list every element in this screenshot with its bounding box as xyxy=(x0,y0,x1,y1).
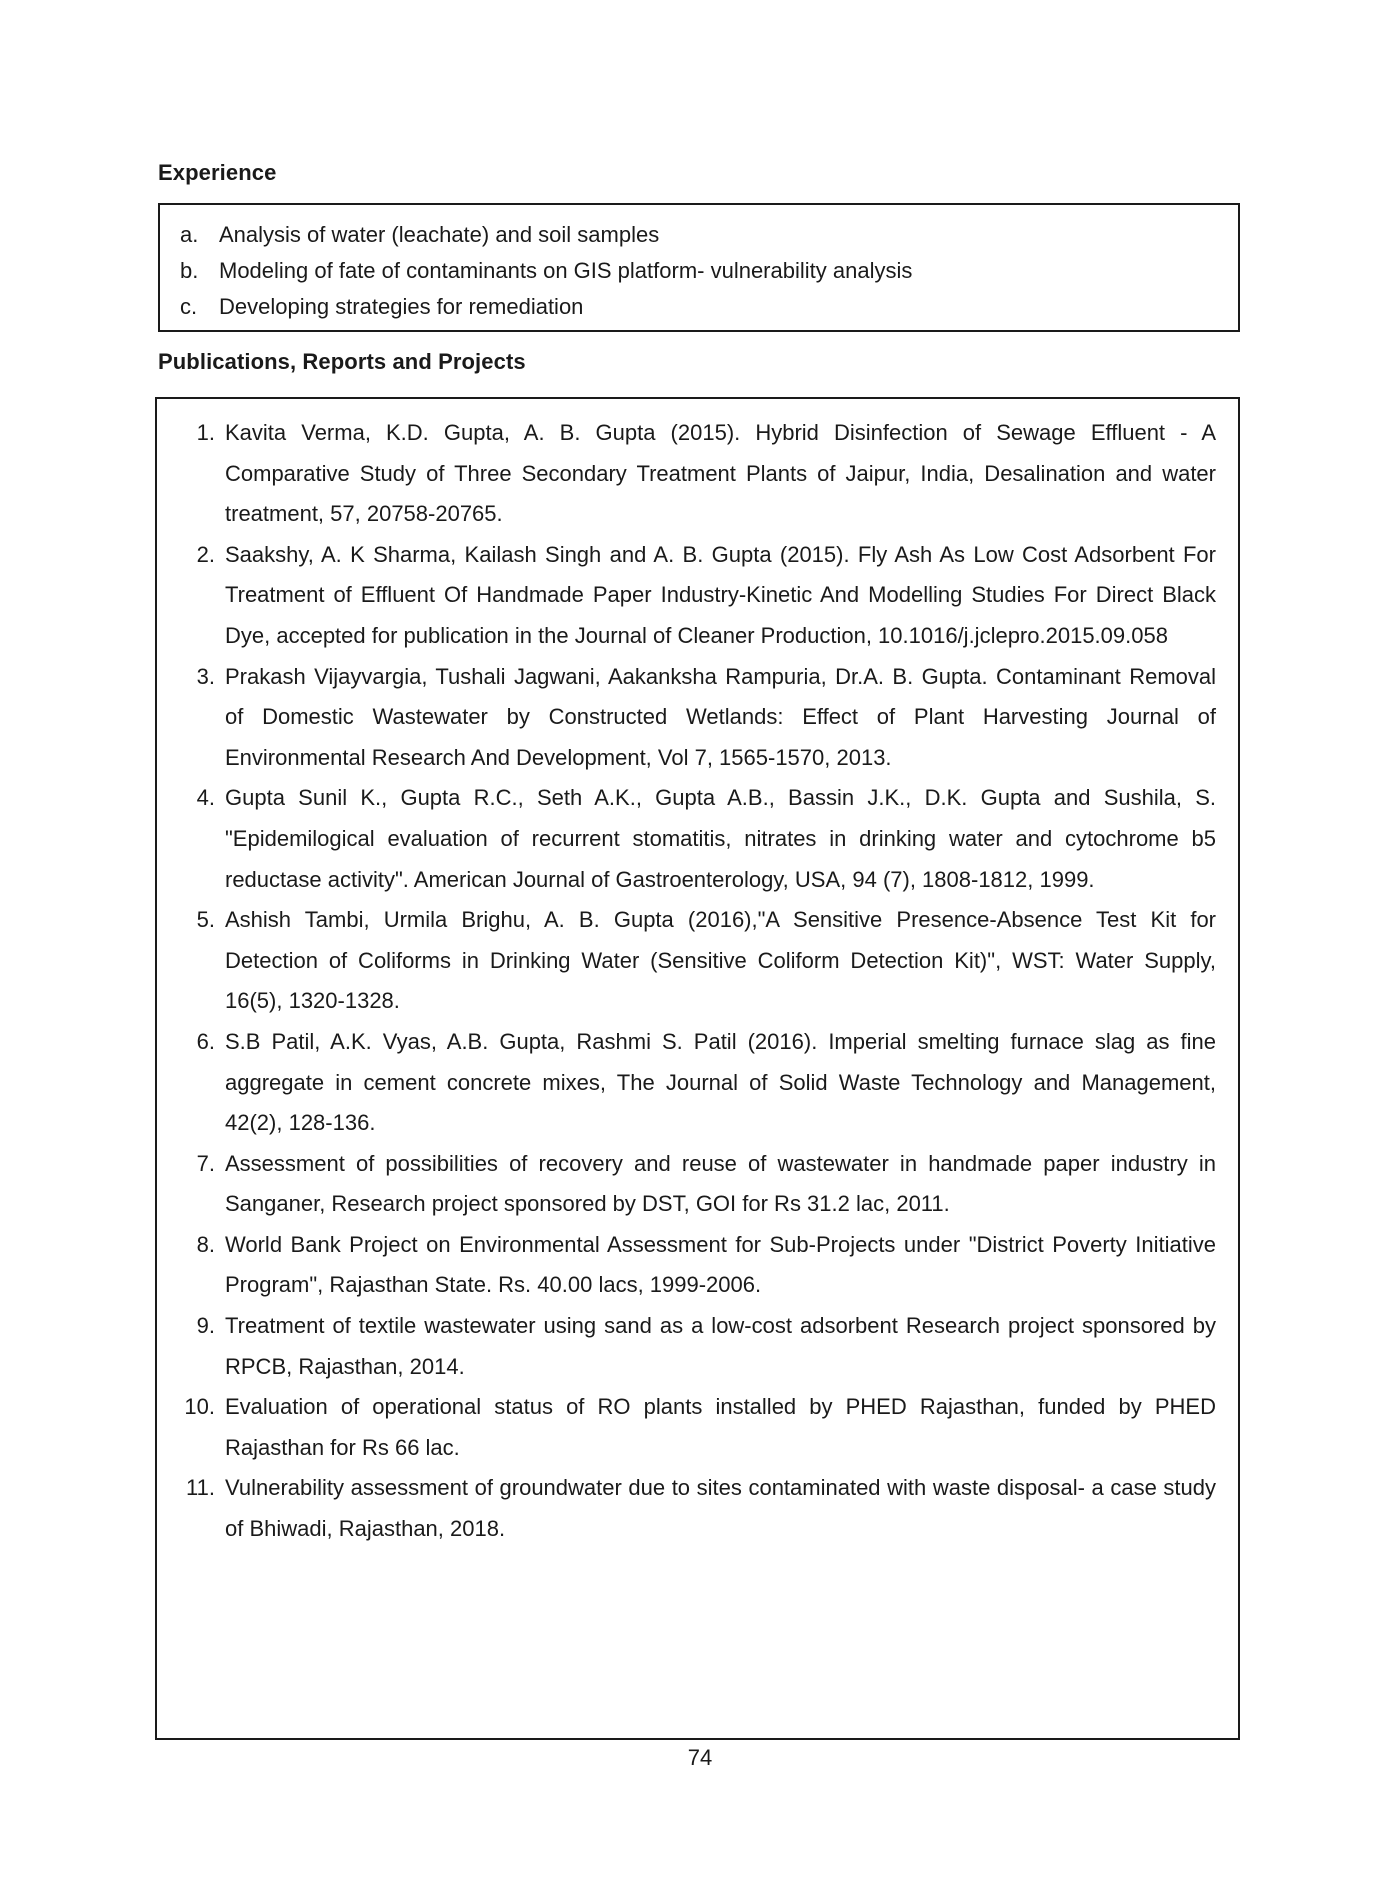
experience-box xyxy=(158,203,1240,332)
list-item xyxy=(180,289,1218,325)
list-item-text: Analysis of water (leachate) and soil samples xyxy=(219,222,660,247)
publication-number: 8. xyxy=(196,1231,215,1257)
list-item xyxy=(180,217,1218,253)
publication-text: Prakash Vijayvargia, Tushali Jagwani, Aakanksha Rampuria, Dr.A. B. Gupta. Contaminant Removal of Domestic Wastewater by Constructed Wetlands: Effect of Plant Harvesting Journal of Environmental Research And Development, Vol 7, 1565-1570, 2013. xyxy=(225,663,1216,770)
list-marker: a. xyxy=(180,222,199,247)
list-item-text: Developing strategies for remediation xyxy=(219,294,584,319)
publication-text: Vulnerability assessment of groundwater due to sites contaminated with waste disposal- a case study of Bhiwadi, Rajasthan, 2018. xyxy=(225,1475,1216,1542)
publications-box xyxy=(155,397,1240,1740)
page-number: 74 xyxy=(687,1745,713,1770)
publication-number: 11. xyxy=(186,1475,215,1501)
publication-text: Assessment of possibilities of recovery and reuse of wastewater in handmade paper industry in Sanganer, Research project sponsored by DST, GOI for Rs 31.2 lac, 2011. xyxy=(225,1150,1216,1217)
publication-text: Gupta Sunil K., Gupta R.C., Seth A.K., Gupta A.B., Bassin J.K., D.K. Gupta and Sushila, S. "Epidemilogical evaluation of recurrent stomatitis, nitrates in drinking water and cytochrome b5 reductase activity". American Journal of Gastroenterology, USA, 94 (7), 1808-1812, 1999. xyxy=(225,785,1216,892)
publication-number: 5. xyxy=(196,907,215,933)
publication-number: 7. xyxy=(196,1150,215,1176)
publication-number: 9. xyxy=(196,1313,215,1339)
publication-item xyxy=(177,1144,1216,1225)
list-item-text: Modeling of fate of contaminants on GIS platform- vulnerability analysis xyxy=(219,258,913,283)
publication-item xyxy=(177,1225,1216,1306)
publication-text: Saakshy, A. K Sharma, Kailash Singh and A. B. Gupta (2015). Fly Ash As Low Cost Adsorbent For Treatment of Effluent Of Handmade Paper Industry-Kinetic And Modelling Studies For Direct Black Dye, accepted for publication in the Journal of Cleaner Production, 10.1016/j.jclepro.2015.09.058 xyxy=(225,541,1216,648)
publication-item xyxy=(177,1387,1216,1468)
publication-item xyxy=(177,535,1216,657)
publication-number: 4. xyxy=(196,785,215,811)
publications-heading: Publications, Reports and Projects xyxy=(158,349,526,374)
publication-number: 10. xyxy=(184,1394,215,1420)
publication-text: World Bank Project on Environmental Assessment for Sub-Projects under "District Poverty Initiative Program", Rajasthan State. Rs. 40.00 lacs, 1999-2006. xyxy=(225,1231,1216,1298)
publication-text: Treatment of textile wastewater using sand as a low-cost adsorbent Research project sponsored by RPCB, Rajasthan, 2014. xyxy=(225,1313,1216,1379)
publication-number: 3. xyxy=(196,663,215,689)
publication-number: 6. xyxy=(196,1028,215,1054)
experience-heading: Experience xyxy=(158,160,277,185)
list-marker: c. xyxy=(180,294,198,319)
publication-number: 1. xyxy=(196,420,215,445)
publication-item xyxy=(177,1306,1216,1387)
publication-item xyxy=(177,1022,1216,1144)
publication-item xyxy=(177,900,1216,1022)
publication-text: S.B Patil, A.K. Vyas, A.B. Gupta, Rashmi S. Patil (2016). Imperial smelting furnace slag as fine aggregate in cement concrete mixes, The Journal of Solid Waste Technology and Management, 42(2), 128-136. xyxy=(225,1028,1216,1136)
list-item xyxy=(180,253,1218,289)
list-marker: b. xyxy=(180,258,199,283)
publication-text: Ashish Tambi, Urmila Brighu, A. B. Gupta (2016),"A Sensitive Presence-Absence Test Kit for Detection of Coliforms in Drinking Water (Sensitive Coliform Detection Kit)", WST: Water Supply, 16(5), 1320-1328. xyxy=(225,907,1216,1014)
publication-text: Evaluation of operational status of RO plants installed by PHED Rajasthan, funded by PHED Rajasthan for Rs 66 lac. xyxy=(225,1394,1216,1460)
publication-item xyxy=(177,1468,1216,1549)
publication-number: 2. xyxy=(196,541,215,567)
publication-item xyxy=(177,657,1216,779)
publication-item xyxy=(177,778,1216,900)
publication-text: Kavita Verma, K.D. Gupta, A. B. Gupta (2015). Hybrid Disinfection of Sewage Effluent - A Comparative Study of Three Secondary Treatment Plants of Jaipur, India, Desalination and water treatment, 57, 20758-20765. xyxy=(225,420,1216,527)
publication-item xyxy=(177,413,1216,535)
